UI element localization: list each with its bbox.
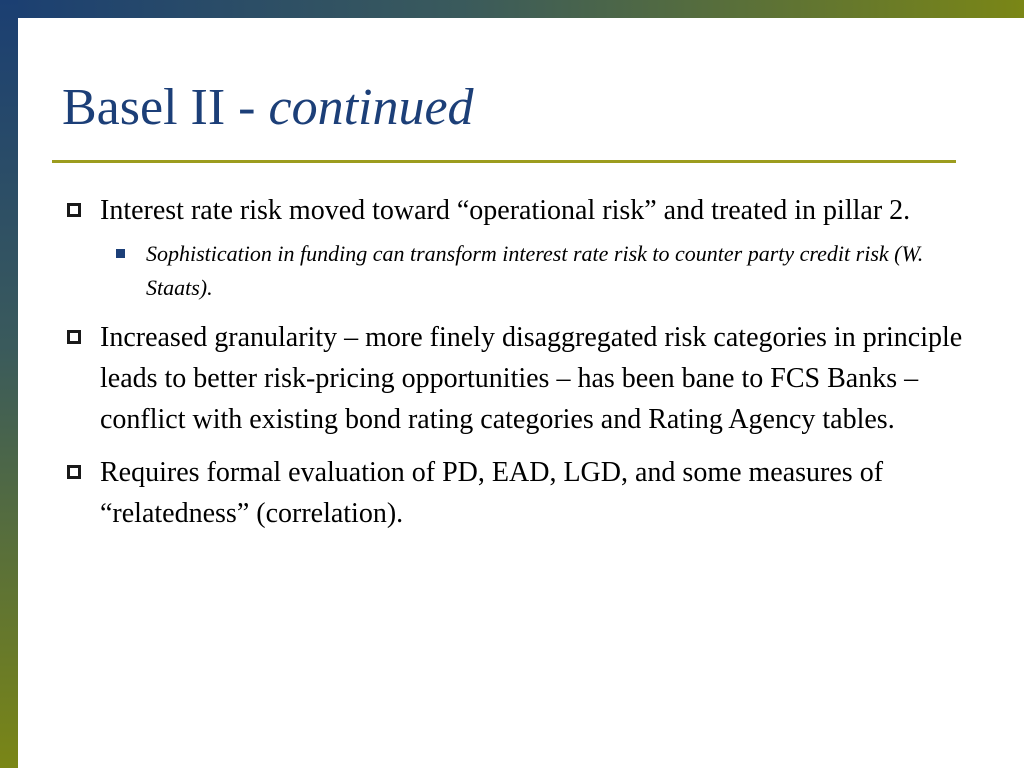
- bullet-text: Increased granularity – more finely disaggregated risk categories in principle leads to better risk-pricing opportunities – has been bane to FCS Banks – conflict with existing bond rating categories and Rating Agency tables.: [100, 322, 963, 435]
- hollow-square-bullet-icon: [67, 330, 81, 344]
- bullet-text: Interest rate risk moved toward “operational risk” and treated in pillar 2.: [100, 195, 911, 226]
- slide-title: [62, 79, 474, 136]
- hollow-square-bullet-icon: [67, 465, 81, 479]
- bullet-list: [62, 190, 972, 546]
- bullet-item: [62, 317, 972, 440]
- title-main: Basel II -: [62, 79, 269, 136]
- filled-square-bullet-icon: [116, 249, 125, 258]
- subbullet-item: [100, 237, 972, 305]
- title-italic: continued: [268, 79, 474, 136]
- frame-left-bar: [0, 0, 18, 768]
- frame-top-bar: [0, 0, 1024, 18]
- bullet-text: Requires formal evaluation of PD, EAD, LGD, and some measures of “relatedness” (correlation).: [100, 457, 884, 529]
- title-underline: [52, 160, 956, 163]
- hollow-square-bullet-icon: [67, 203, 81, 217]
- subbullet-text: Sophistication in funding can transform interest rate risk to counter party credit risk (W. Staats).: [146, 241, 924, 300]
- bullet-item: [62, 452, 972, 534]
- bullet-item: [62, 190, 972, 231]
